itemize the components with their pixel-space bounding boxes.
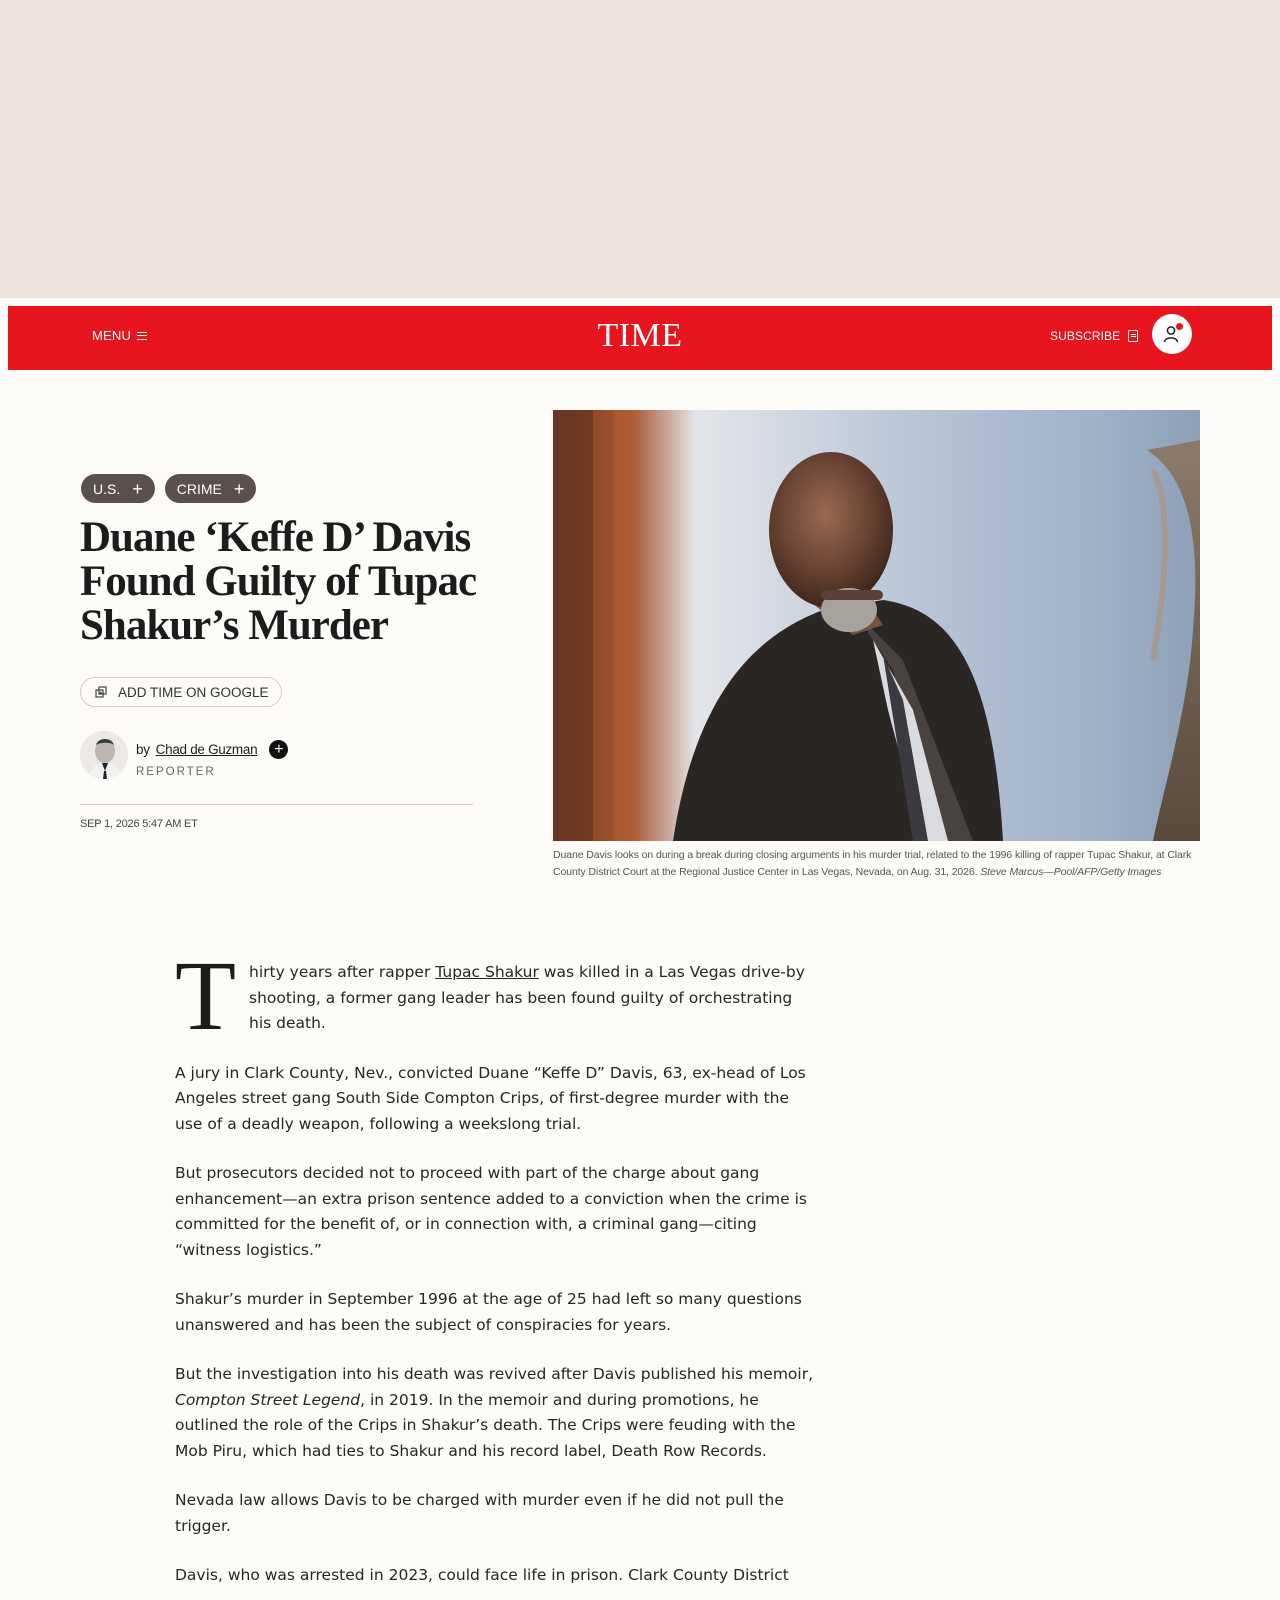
follow-plus-icon: +	[274, 741, 284, 758]
article-paragraph-2: A jury in Clark County, Nev., convicted Duane “Keffe D” Davis, 63, ex-head of Los Angeles street gang South Side Compton Crips, of first-degree murder with the use of a deadly weapon, following a weekslong trial.	[175, 1063, 806, 1133]
article-body	[175, 940, 814, 1600]
article-paragraph-1	[175, 940, 813, 1051]
topic-tags	[81, 474, 256, 503]
google-icon	[95, 686, 108, 699]
add-time-on-google-button[interactable]	[80, 677, 282, 707]
book-title: Compton Street Legend	[175, 1390, 361, 1409]
account-button[interactable]	[1152, 314, 1192, 354]
site-header	[8, 306, 1272, 370]
subscribe-button[interactable]	[1050, 329, 1138, 343]
drop-cap: T	[175, 940, 237, 1051]
article-paragraph-4: Shakur’s murder in September 1996 at the age of 25 had left so many questions unanswered and has been the subject of conspiracies for years.	[175, 1290, 802, 1334]
tag-us[interactable]	[81, 474, 155, 503]
paragraph-text: But the investigation into his death was revived after Davis published his memoir,	[175, 1365, 814, 1383]
time-logo[interactable]: TIME	[597, 317, 683, 354]
publish-date: SEP 1, 2026 5:47 AM ET	[80, 818, 198, 830]
caption-credit: Steve Marcus—Pool/AFP/Getty Images	[980, 866, 1162, 878]
advertisement-slot	[0, 0, 1280, 298]
google-button-label: ADD TIME ON GOOGLE	[118, 684, 269, 700]
notification-dot	[1176, 323, 1183, 330]
tag-label: CRIME	[176, 480, 222, 497]
subscribe-icon	[1128, 330, 1138, 342]
article-paragraph-6: Nevada law allows Davis to be charged with murder even if he did not pull the trigger.	[175, 1491, 784, 1535]
byline	[80, 731, 288, 779]
plus-icon: +	[233, 478, 245, 499]
byline-by: by	[136, 742, 150, 757]
paragraph-text: , in 2019. In the memoir and during promotions, he outlined the role of the Crips in Shakur’s death. The Crips were feuding with the Mob Piru, which had ties to Shakur and his record label, Death Row Records.	[175, 1390, 796, 1460]
author-avatar[interactable]	[80, 731, 128, 779]
plus-icon: +	[132, 478, 143, 499]
author-role: REPORTER	[136, 766, 216, 778]
paragraph-text: hirty years after rapper	[249, 963, 436, 981]
author-link[interactable]: Chad de Guzman	[155, 742, 258, 757]
article-paragraph-5	[175, 1362, 813, 1464]
paragraph-text: was killed in a Las Vegas drive-by shooting, a former gang leader has been found guilty of orchestrating his death.	[249, 963, 805, 1032]
menu-label: MENU	[92, 328, 132, 343]
subscribe-label: SUBSCRIBE	[1050, 329, 1121, 343]
article-paragraph-7: Davis, who was arrested in 2023, could face life in prison. Clark County District	[175, 1566, 789, 1584]
article-paragraph-3: But prosecutors decided not to proceed with part of the charge about gang enhancement—an extra prison sentence added to a conviction when the crime is committed for the benefit of, or in connection with, a criminal gang—citing “witness logistics.”	[175, 1164, 807, 1259]
byline-divider	[80, 804, 473, 805]
article-headline: Duane ‘Keffe D’ Davis Found Guilty of Tupac Shakur’s Murder	[80, 514, 477, 649]
photo-caption	[553, 847, 1200, 881]
hero-photo	[553, 410, 1200, 841]
tag-label: U.S.	[93, 480, 121, 497]
tag-crime[interactable]	[165, 474, 257, 503]
caption-text: Duane Davis looks on during a break during closing arguments in his murder trial, related to the 1996 killing of rapper Tupac Shakur, at Clark County District Court at the Regional Justice Center in Las Vegas, Nevada, on Aug. 31, 2026.	[553, 849, 1192, 878]
follow-author-button[interactable]	[269, 740, 288, 759]
tupac-shakur-link[interactable]: Tupac Shakur	[435, 963, 539, 981]
